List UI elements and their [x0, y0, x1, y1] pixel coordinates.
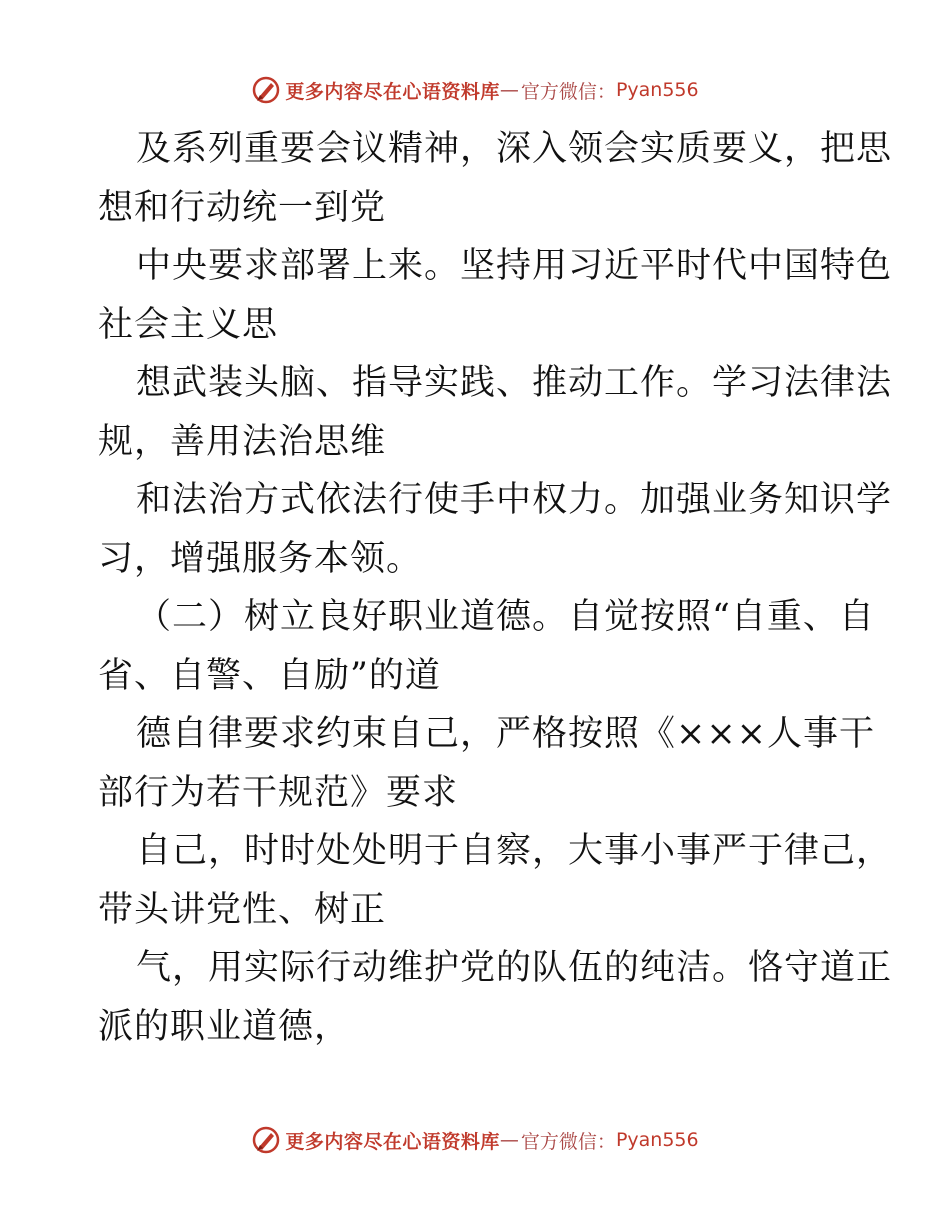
site-name: 更多内容尽在心语资料库	[285, 80, 500, 103]
wechat-label: 官方微信：	[520, 80, 616, 103]
text-line: 想武装头脑、指导实践、推动工作。学习法律法	[136, 363, 893, 403]
text-line: 带头讲党性、树正	[98, 889, 387, 930]
banner-separator: —	[499, 79, 519, 101]
text-line: 自己，时时处处明于自察，大事小事严于律己，	[136, 831, 893, 871]
header-watermark	[0, 70, 950, 110]
text-line: 和法治方式依法行使手中权力。加强业务知识学	[136, 480, 893, 520]
document-body	[98, 120, 893, 1056]
wechat-label: 官方微信：	[520, 1130, 616, 1153]
text-line: 德自律要求约束自己，严格按照《×××人事干	[136, 714, 875, 754]
wechat-id: Pyan556	[615, 79, 699, 101]
pen-logo-icon	[251, 75, 281, 105]
text-line: 及系列重要会议精神，深入领会实质要义，把思	[136, 129, 893, 169]
text-line: 规，善用法治思维	[98, 421, 387, 462]
banner-separator: —	[499, 1129, 519, 1151]
text-line: 想和行动统一到党	[98, 187, 387, 228]
text-line: （二）树立良好职业道德。自觉按照“自重、自	[136, 597, 875, 637]
text-line: 派的职业道德，	[98, 1006, 351, 1047]
text-line: 部行为若干规范》要求	[98, 772, 459, 813]
text-line: 气，用实际行动维护党的队伍的纯洁。恪守道正	[136, 948, 893, 988]
text-line: 省、自警、自励”的道	[98, 655, 441, 696]
text-line: 社会主义思	[98, 304, 279, 345]
wechat-id: Pyan556	[615, 1129, 699, 1151]
site-name: 更多内容尽在心语资料库	[285, 1130, 500, 1153]
footer-watermark	[0, 1120, 950, 1160]
text-line: 中央要求部署上来。坚持用习近平时代中国特色	[136, 246, 893, 286]
pen-logo-icon	[251, 1125, 281, 1155]
text-line: 习，增强服务本领。	[98, 538, 423, 579]
